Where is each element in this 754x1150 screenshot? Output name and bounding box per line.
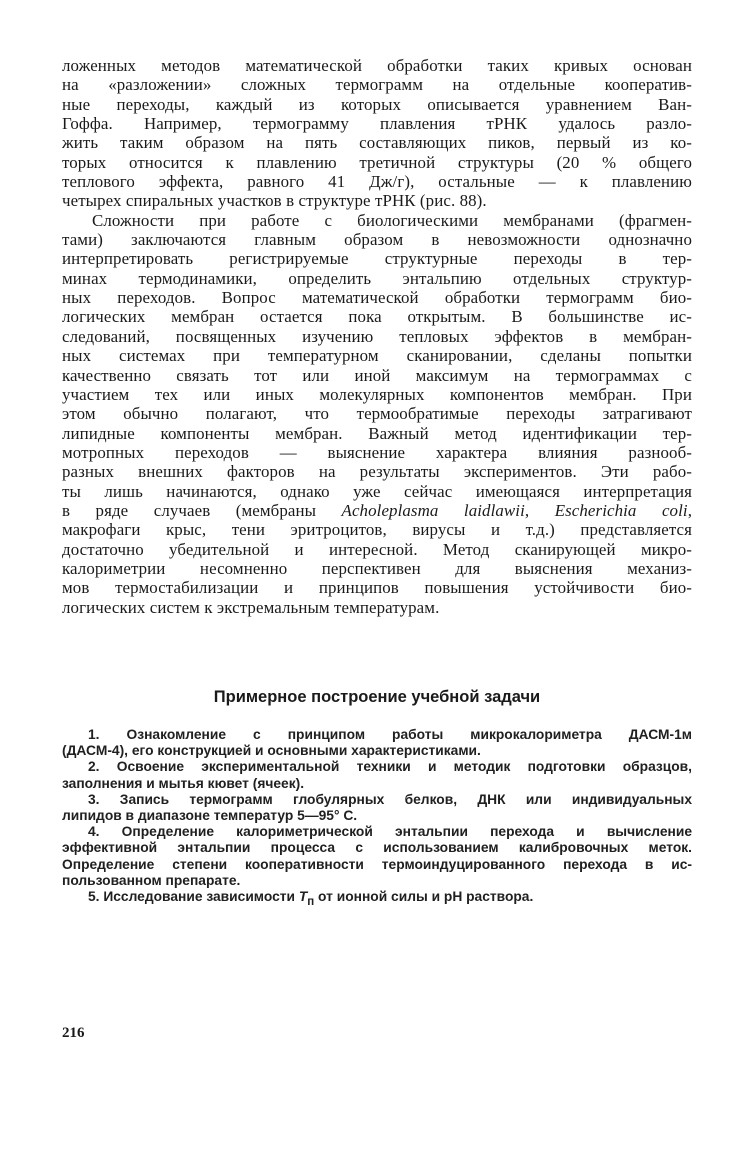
task-line: 4. Определение калориметрической энтальпии перехода и вычисление <box>88 824 692 840</box>
text-line: макрофаги крыс, тени эритроцитов, вирусы и т.д.) представляется <box>62 520 692 540</box>
text-line: разных внешних факторов на результаты экспериментов. Эти рабо- <box>62 462 692 482</box>
page-number: 216 <box>62 1025 85 1041</box>
text-line: мотропных переходов — выяснение характера влияния разнооб- <box>62 442 692 462</box>
text-line: Сложности при работе с биологическими мембранами (фрагмен- <box>92 210 692 230</box>
text-line: участием тех или иных молекулярных компонентов мембран. При <box>62 384 692 404</box>
text-line: ных системах при температурном сканировании, сделаны попытки <box>62 346 692 366</box>
section-heading: Примерное построение учебной задачи <box>213 688 541 706</box>
task-line: 2. Освоение экспериментальной техники и методик подготовки образцов, <box>88 759 692 775</box>
text-line: на «разложении» сложных термограмм на отдельные кооператив- <box>62 75 692 95</box>
text-line: логических систем к экстремальным температурам. <box>62 597 440 617</box>
text-line: ложенных методов математической обработки таких кривых основан <box>62 56 692 75</box>
text-line: калориметрии несомненно перспективен для выяснения механиз- <box>62 558 692 578</box>
text-run: в ряде случаев (мембраны <box>62 500 342 520</box>
text-line: следований, посвященных изучению тепловых эффектов в мембран- <box>62 326 692 346</box>
text-line <box>62 501 692 520</box>
symbol: T <box>298 889 308 905</box>
text-line: ные переходы, каждый из которых описывается уравнением Ван- <box>62 94 692 114</box>
text-line: торых относится к плавлению третичной структуры (20 % общего <box>62 152 692 172</box>
text-line: качественно связать тот или иной максимум на термограммах с <box>62 365 692 385</box>
text-line: четырех спиральных участков в структуре тРНК (рис. 88). <box>62 191 487 211</box>
task-line: (ДАСМ-4), его конструкцией и основными характеристиками. <box>62 743 481 759</box>
text-line: Гоффа. Например, термограмму плавления тРНК удалось разло- <box>62 114 692 134</box>
text-run: , <box>524 500 555 520</box>
task-line: Определение степени кооперативности термоиндуцированного перехода в ис- <box>62 856 692 872</box>
text-line: ты лишь начинаются, однако уже сейчас имеющаяся интерпретация <box>62 481 692 501</box>
text-run: , <box>687 500 693 520</box>
text-line: ных переходов. Вопрос математической обработки термограмм био- <box>62 288 692 308</box>
text-line: теплового эффекта, равного 41 Дж/г), остальные — к плавлению <box>62 172 692 192</box>
text-line: интерпретировать регистрируемые структурные переходы в тер- <box>62 249 692 269</box>
text-line: минах термодинамики, определить энтальпию отдельных структур- <box>62 268 692 288</box>
text-line: тами) заключаются главным образом в невозможности однозначно <box>62 230 692 250</box>
species-name: Escherichia coli <box>554 500 688 520</box>
task-line: липидов в диапазоне температур 5—95° С. <box>62 808 358 824</box>
text-line: достаточно убедительной и интересной. Метод сканирующей микро- <box>62 539 692 559</box>
text-run: 5. Исследование зависимости <box>88 889 299 905</box>
text-line: этом обычно полагают, что термообратимые переходы затрагивают <box>62 404 692 424</box>
task-line: 3. Запись термограмм глобулярных белков, ДНК или индивидуальных <box>88 791 692 807</box>
task-line: 1. Ознакомление с принципом работы микрокалориметра ДАСМ-1м <box>88 727 692 742</box>
task-line: заполнения и мытья кювет (ячеек). <box>62 775 305 791</box>
species-name: Acholeplasma laidlawii <box>341 500 525 520</box>
text-run: от ионной силы и pH раствора. <box>314 889 534 905</box>
task-line: эффективной энтальпии процесса с использованием калибровочных меток. <box>62 840 692 856</box>
text-line: мов термостабилизации и принципов повышения устойчивости био- <box>62 578 692 598</box>
text-line: жить таким образом на пять составляющих пиков, первый из ко- <box>62 133 692 153</box>
task-list <box>62 727 692 910</box>
text-line: липидные компоненты мембран. Важный метод идентификации тер- <box>62 423 692 443</box>
text-line: логических мембран остается пока открытым. В большинстве ис- <box>62 307 692 327</box>
task-line: пользованном препарате. <box>62 872 241 888</box>
body-text <box>62 56 692 617</box>
task-line <box>62 889 692 910</box>
subscript: п <box>307 895 315 908</box>
